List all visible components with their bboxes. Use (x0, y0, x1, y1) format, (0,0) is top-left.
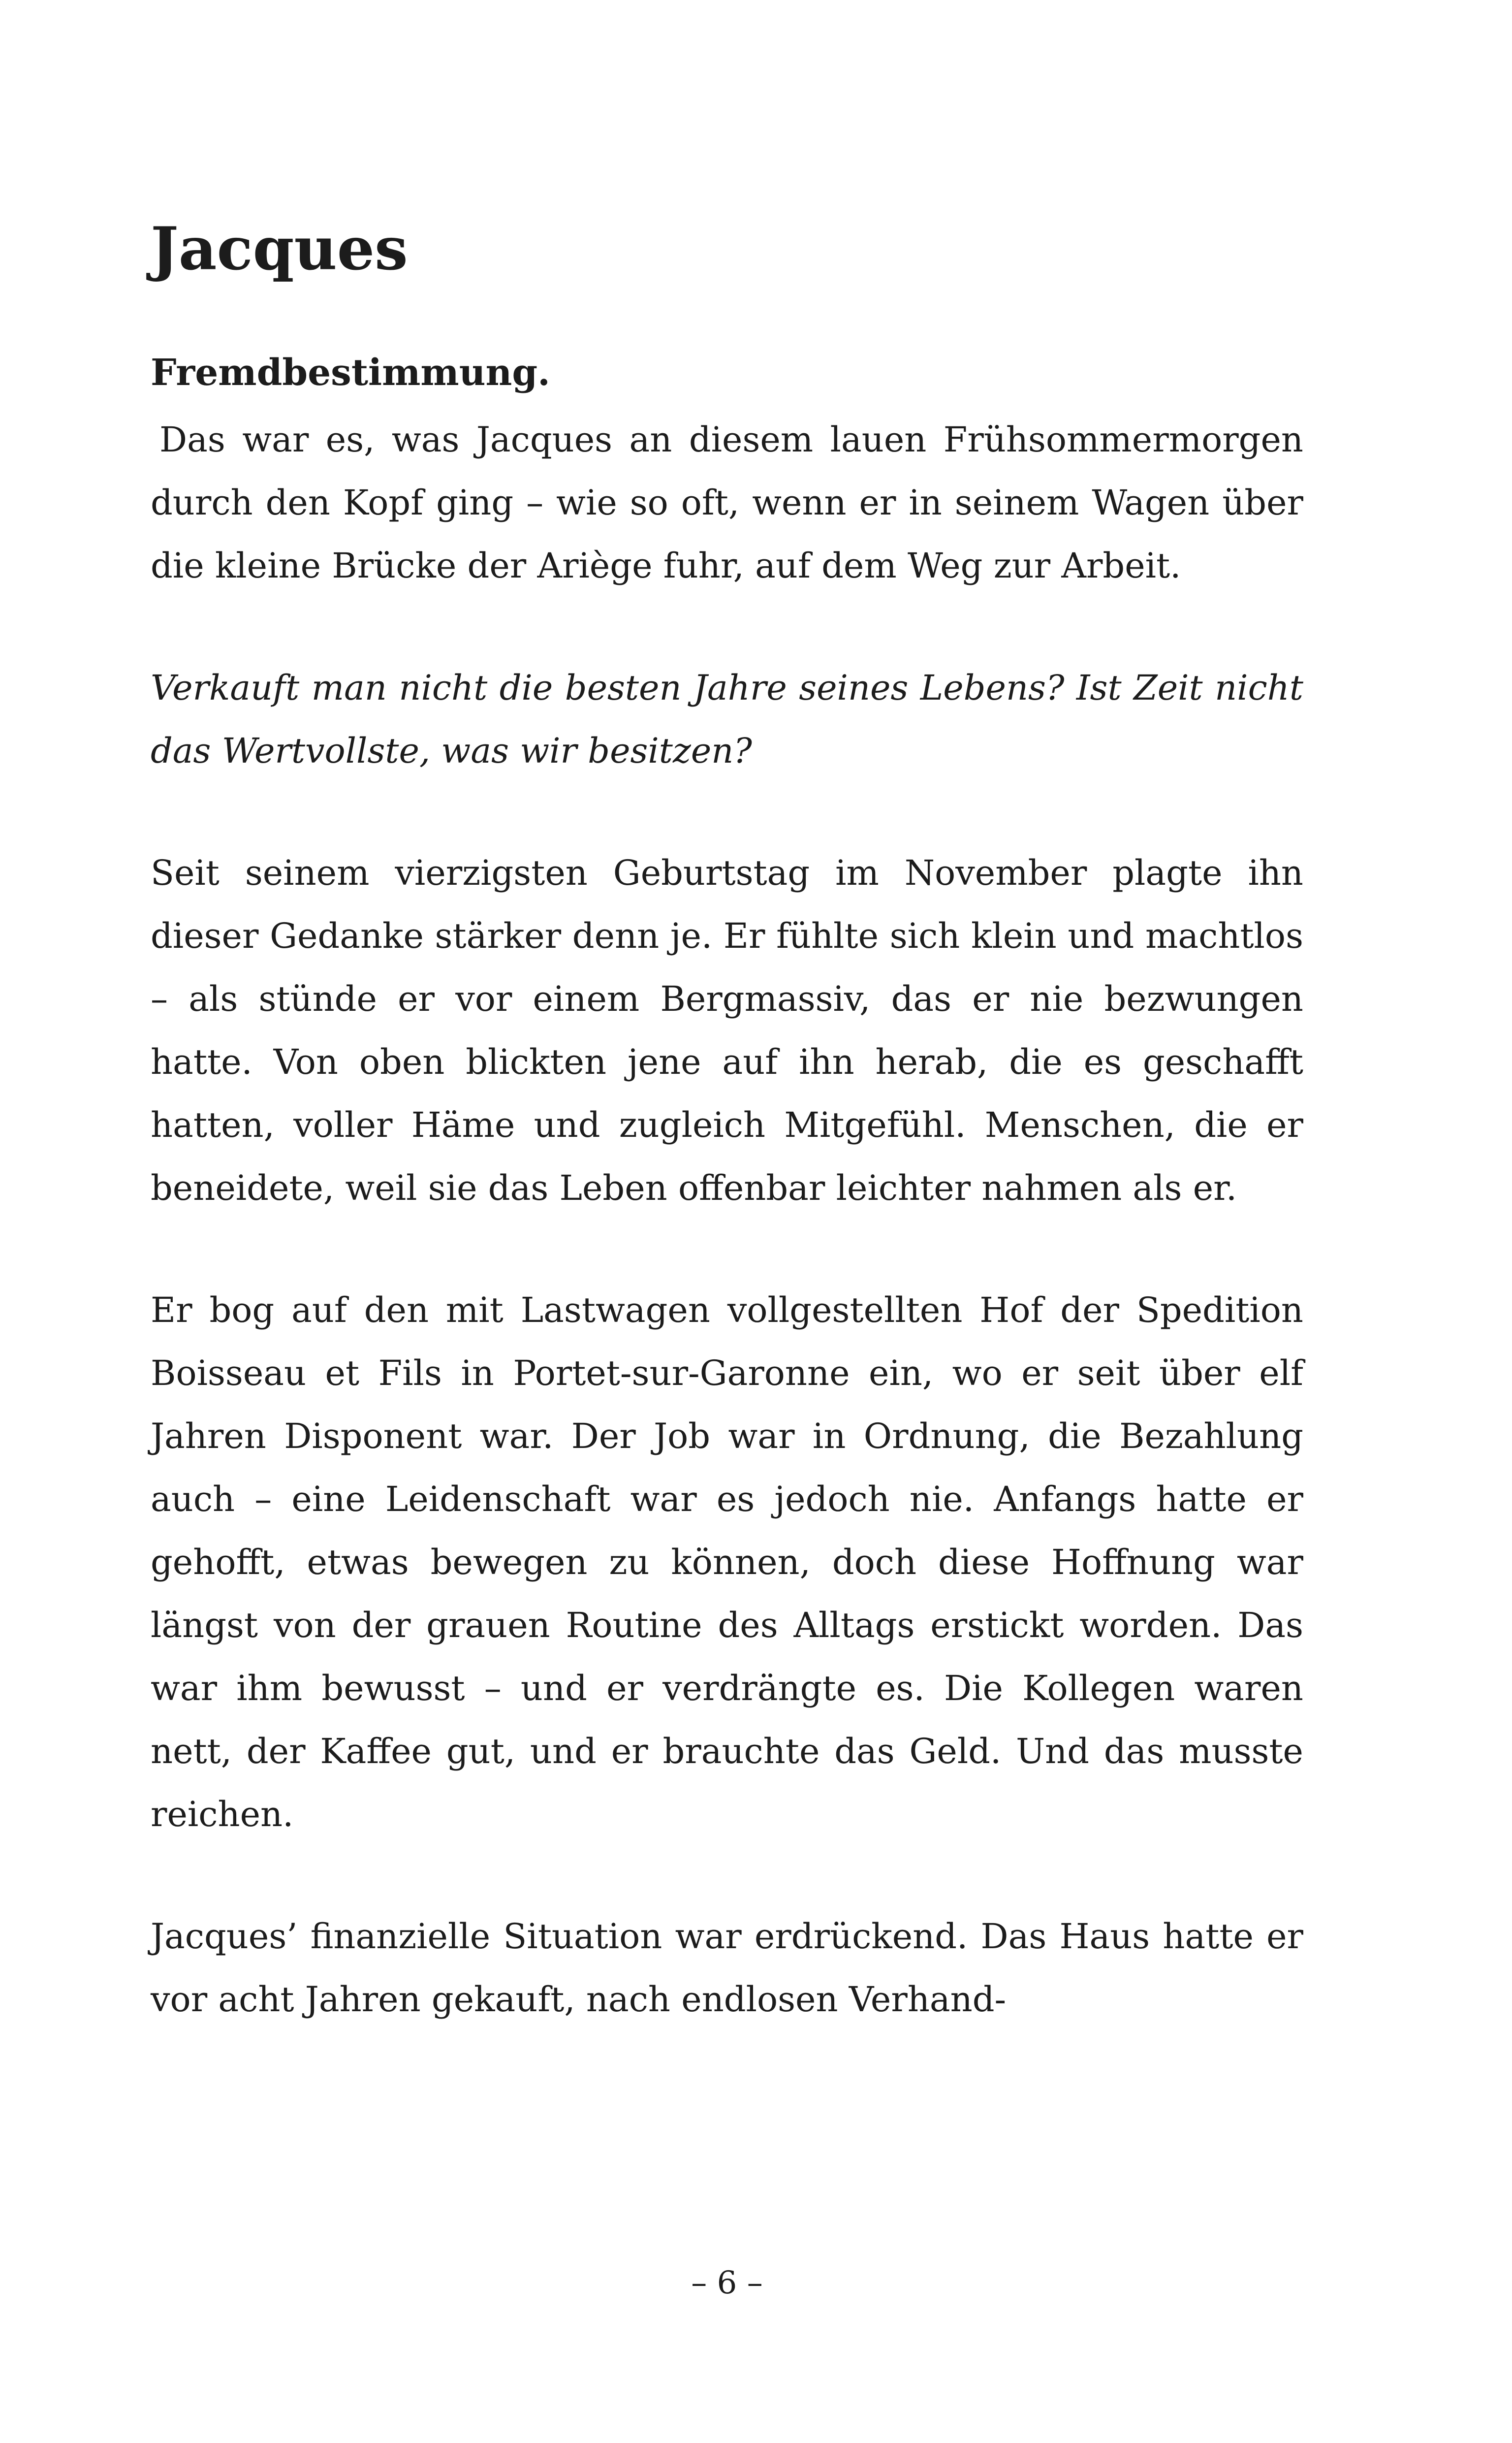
paragraph-3: Seit seinem vierzigsten Geburtstag im November plagte ihn dieser Gedanke stärker denn je. Er fühlte sich klein und machtlos – als stünde er vor einem Bergmassiv, das er nie bezwungen hatte. Von oben blickten jene auf ihn herab, die es geschafft hatten, voller Häme und zugleich Mitgefühl. Menschen, die er beneidete, weil sie das Leben offenbar leichter nahmen als er. (151, 853, 1303, 1208)
paragraph-1: Das war es, was Jacques an diesem lauen Frühsommermorgen durch den Kopf ging – wie so oft, wenn er in seinem Wagen über die kleine Brücke der Ariège fuhr, auf dem Weg zur Arbeit. (151, 419, 1303, 586)
page-number: – 6 – (691, 2265, 763, 2301)
paragraph-4: Er bog auf den mit Lastwagen vollgestellten Hof der Spedition Boisseau et Fils in Portet-sur-Garonne ein, wo er seit über elf Jahren Disponent war. Der Job war in Ordnung, die Bezahlung auch – eine Leidenschaft war es jedoch nie. Anfangs hatte er gehofft, etwas bewegen zu können, doch diese Hoffnung war längst von der grauen Routine des Alltags erstickt worden. Das war ihm bewusst – und er verdrängte es. Die Kollegen waren nett, der Kaffee gut, und er brauchte das Geld. Und das musste reichen. (151, 1290, 1303, 1834)
section-heading: Fremdbestimmung. (151, 352, 550, 394)
chapter-title: Jacques (151, 214, 408, 284)
paragraph-2-italic: Verkauft man nicht die besten Jahre seines Lebens? Ist Zeit nicht das Wertvollste, was wir besitzen? (151, 668, 1303, 771)
paragraph-5: Jacques’ finanzielle Situation war erdrückend. Das Haus hatte er vor acht Jahren gekauft, nach endlosen Verhand- (151, 1916, 1303, 2020)
